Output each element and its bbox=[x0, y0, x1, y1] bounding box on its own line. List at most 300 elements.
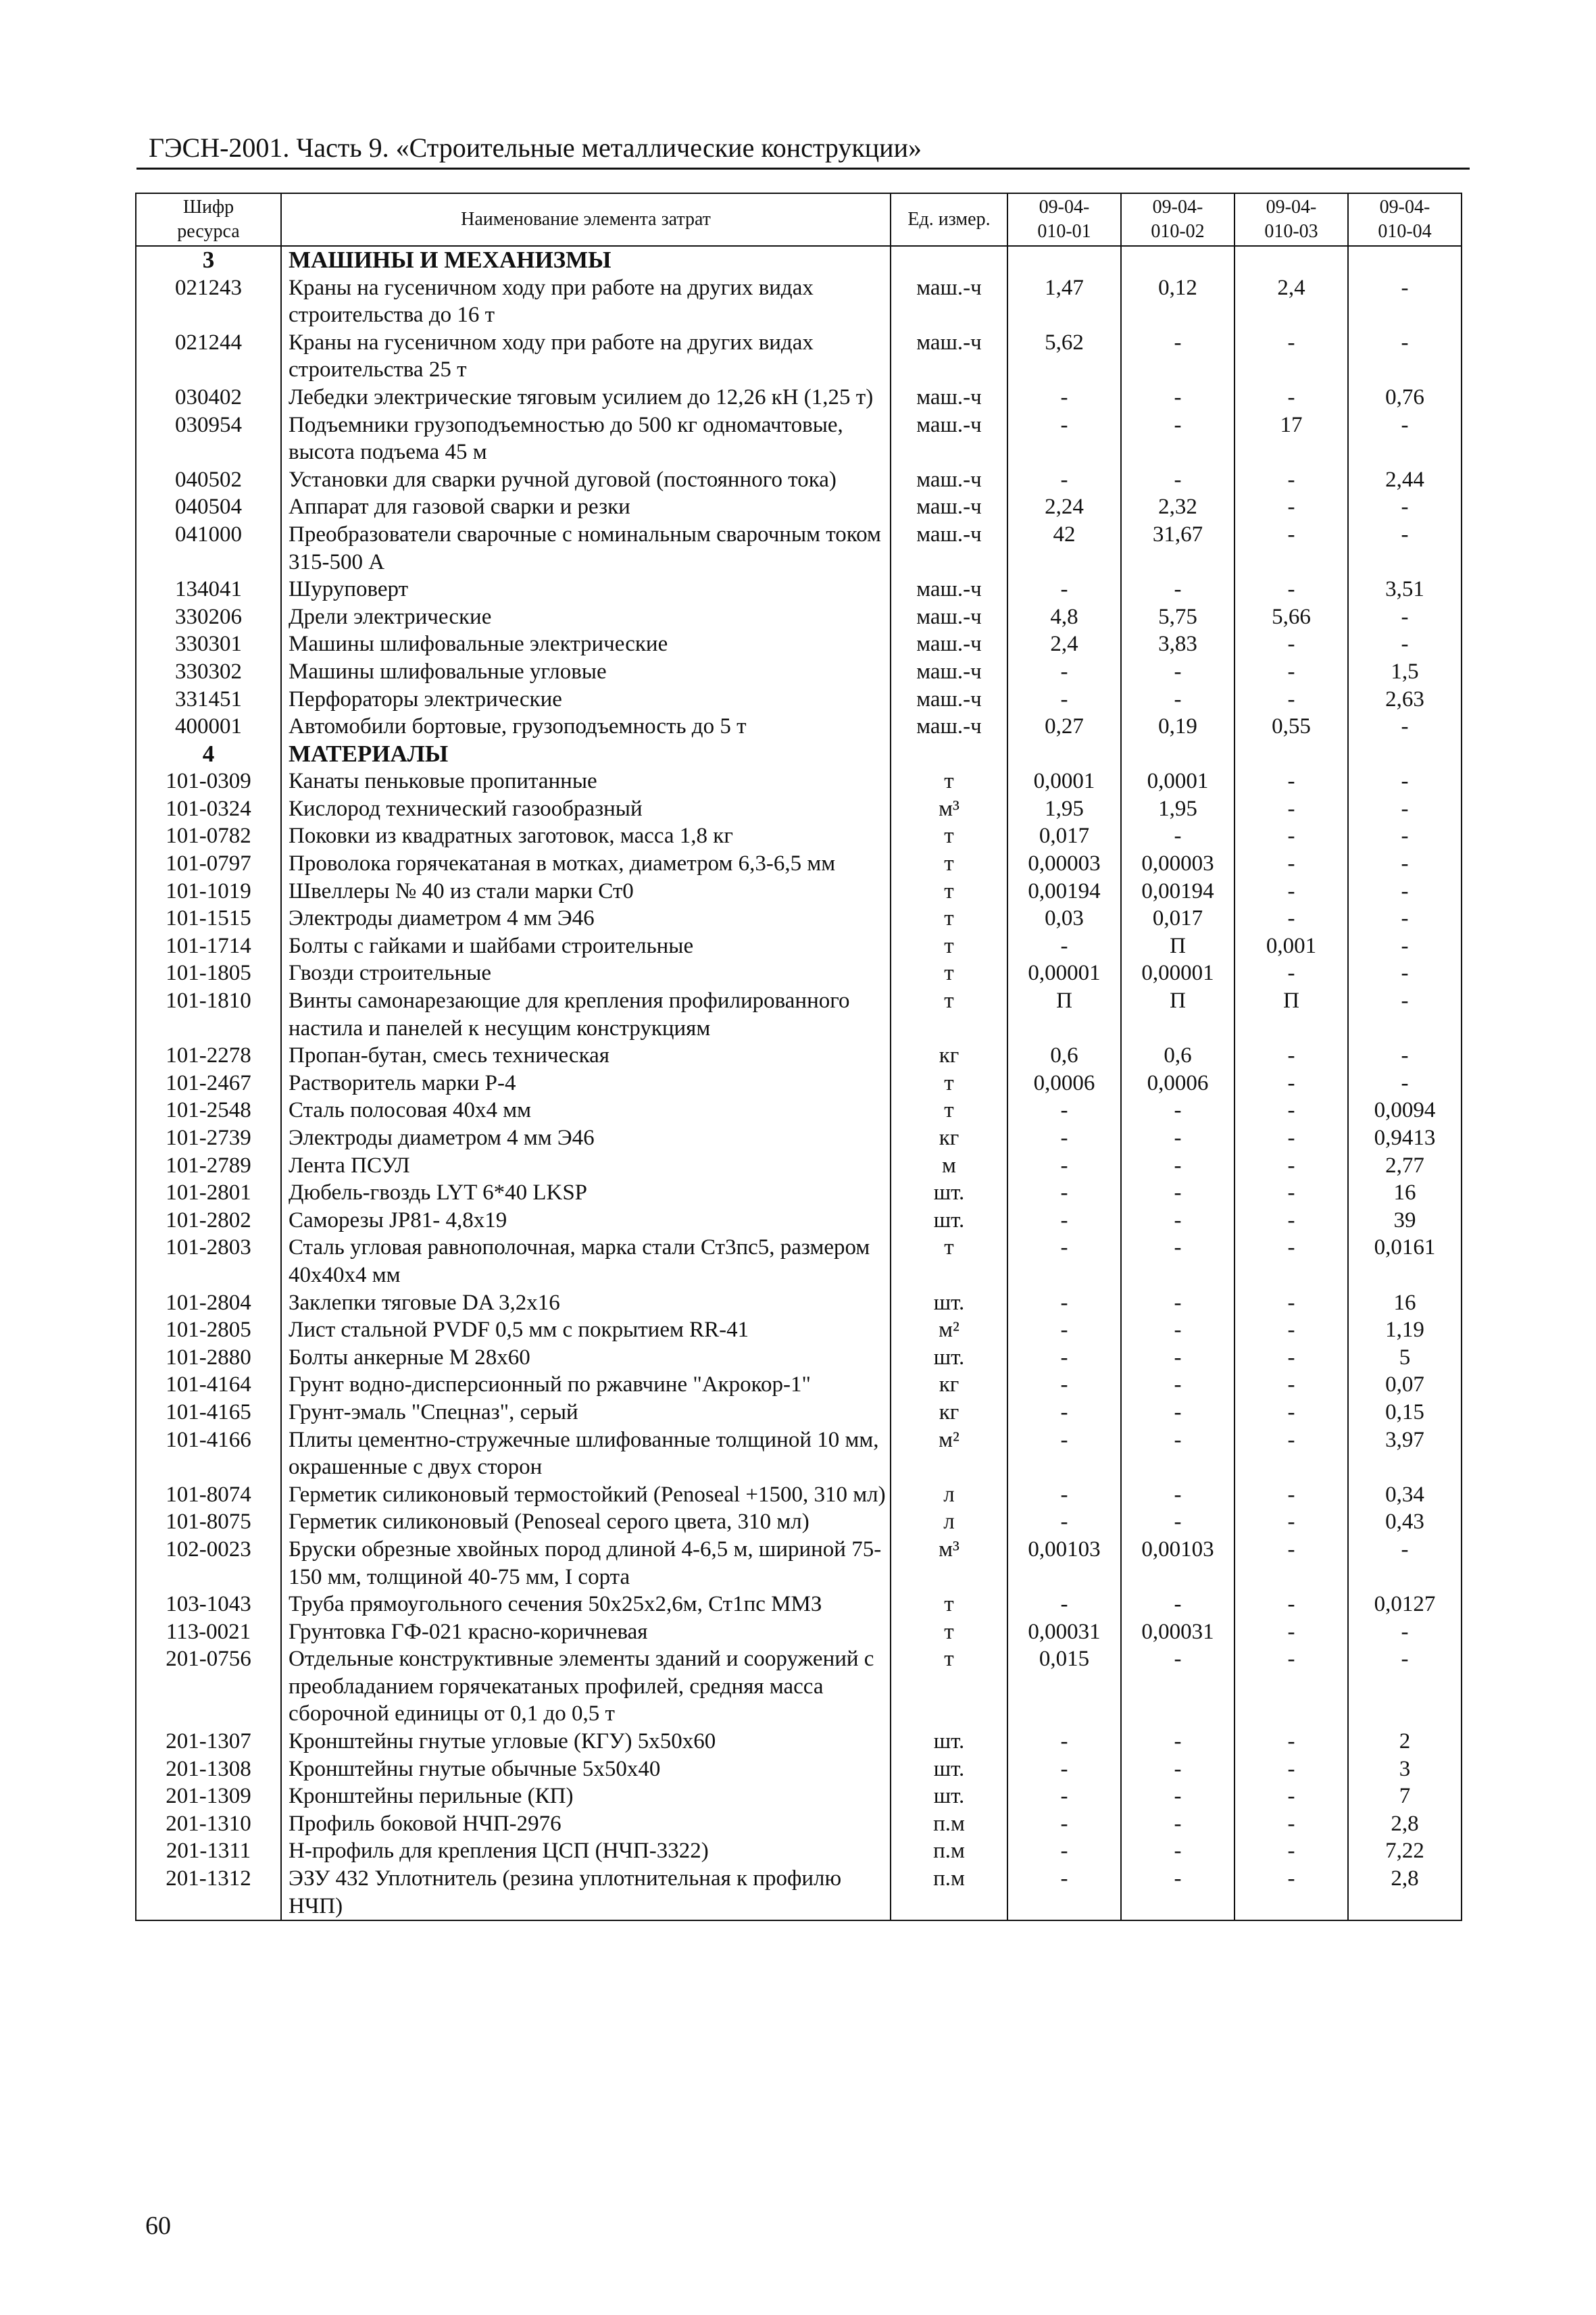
resource-code-cell: 201-1312 bbox=[136, 1865, 281, 1920]
value-010-04-cell: 0,15 bbox=[1348, 1399, 1462, 1426]
resource-name-cell: Установки для сварки ручной дуговой (постоянного тока) bbox=[281, 466, 891, 494]
column-header-unit: Ед. измер. bbox=[891, 193, 1007, 246]
value-010-01-cell: - bbox=[1007, 1207, 1121, 1235]
value-010-01-cell: - bbox=[1007, 1097, 1121, 1124]
value-010-01-cell: - bbox=[1007, 1152, 1121, 1180]
resource-name-cell: Поковки из квадратных заготовок, масса 1,8 кг bbox=[281, 822, 891, 850]
table-row bbox=[136, 658, 1462, 686]
value-010-01-cell: - bbox=[1007, 1234, 1121, 1289]
resource-name-cell: Труба прямоугольного сечения 50х25х2,6м, Ст1пс ММЗ bbox=[281, 1591, 891, 1618]
value-010-01-cell: 2,4 bbox=[1007, 630, 1121, 658]
resource-name-cell: Заклепки тяговые DA 3,2x16 bbox=[281, 1289, 891, 1317]
unit-cell: т bbox=[891, 1645, 1007, 1728]
table-row bbox=[136, 576, 1462, 603]
value-010-02-cell: - bbox=[1121, 1124, 1235, 1152]
value-010-03-cell: - bbox=[1235, 1097, 1348, 1124]
table-row bbox=[136, 1508, 1462, 1536]
value-010-01-cell: 0,00031 bbox=[1007, 1618, 1121, 1646]
resource-name-cell: Краны на гусеничном ходу при работе на других видах строительства до 16 т bbox=[281, 274, 891, 329]
value-010-04-cell: 2,44 bbox=[1348, 466, 1462, 494]
value-010-03-cell: - bbox=[1235, 521, 1348, 576]
table-row bbox=[136, 1618, 1462, 1646]
value-010-01-cell: 1,95 bbox=[1007, 795, 1121, 823]
value-010-04-cell: 0,0094 bbox=[1348, 1097, 1462, 1124]
resource-code-cell: 101-1019 bbox=[136, 878, 281, 905]
resource-code-cell: 101-1810 bbox=[136, 987, 281, 1042]
value-010-02-cell: - bbox=[1121, 1207, 1235, 1235]
value-010-04-cell: - bbox=[1348, 850, 1462, 878]
value-010-02-cell: - bbox=[1121, 1316, 1235, 1344]
value-010-04-cell: - bbox=[1348, 795, 1462, 823]
value-010-03-cell: - bbox=[1235, 1865, 1348, 1920]
unit-cell: маш.-ч bbox=[891, 384, 1007, 412]
resource-code-cell: 330301 bbox=[136, 630, 281, 658]
table-row bbox=[136, 1728, 1462, 1756]
resource-name-cell: Саморезы JP81- 4,8x19 bbox=[281, 1207, 891, 1235]
resource-name-cell: Плиты цементно-стружечные шлифованные толщиной 10 мм, окрашенные с двух сторон bbox=[281, 1426, 891, 1481]
value-010-04-cell: - bbox=[1348, 878, 1462, 905]
unit-cell: маш.-ч bbox=[891, 713, 1007, 741]
resource-code-cell: 101-0782 bbox=[136, 822, 281, 850]
value-010-03-cell: 2,4 bbox=[1235, 274, 1348, 329]
value-010-02-cell: - bbox=[1121, 1645, 1235, 1728]
value-010-02-cell: - bbox=[1121, 1179, 1235, 1207]
table-row bbox=[136, 493, 1462, 521]
value-010-01-cell: - bbox=[1007, 1508, 1121, 1536]
resource-code-cell: 021243 bbox=[136, 274, 281, 329]
value-010-01-cell: - bbox=[1007, 412, 1121, 466]
value-010-02-cell: 0,017 bbox=[1121, 905, 1235, 932]
unit-cell: м² bbox=[891, 1316, 1007, 1344]
value-010-01-cell: - bbox=[1007, 1865, 1121, 1920]
resource-code-cell: 101-0797 bbox=[136, 850, 281, 878]
value-010-02-cell: - bbox=[1121, 1591, 1235, 1618]
resource-code-cell: 101-2801 bbox=[136, 1179, 281, 1207]
resource-code-cell: 134041 bbox=[136, 576, 281, 603]
resource-code-cell: 201-1307 bbox=[136, 1728, 281, 1756]
resource-code-cell: 021244 bbox=[136, 329, 281, 384]
value-010-01-cell: 0,00194 bbox=[1007, 878, 1121, 905]
resource-name-cell: Отдельные конструктивные элементы зданий и сооружений с преобладанием горячекатаных профилей, средняя масса сборочной единицы от 0,1 до 0,5 т bbox=[281, 1645, 891, 1728]
empty-cell bbox=[891, 741, 1007, 768]
table-row bbox=[136, 466, 1462, 494]
table-row bbox=[136, 1591, 1462, 1618]
value-010-02-cell: - bbox=[1121, 1399, 1235, 1426]
value-010-02-cell: 0,0006 bbox=[1121, 1070, 1235, 1097]
value-010-02-cell: - bbox=[1121, 1508, 1235, 1536]
unit-cell: п.м bbox=[891, 1810, 1007, 1838]
value-010-02-cell: - bbox=[1121, 412, 1235, 466]
value-010-04-cell: 2,63 bbox=[1348, 686, 1462, 714]
value-010-02-cell: 0,00194 bbox=[1121, 878, 1235, 905]
section-row bbox=[136, 741, 1462, 768]
resource-name-cell: Грунт водно-дисперсионный по ржавчине "Акрокор-1" bbox=[281, 1371, 891, 1399]
value-010-04-cell: 0,9413 bbox=[1348, 1124, 1462, 1152]
resource-name-cell: Винты самонарезающие для крепления профилированного настила и панелей к несущим конструкциям bbox=[281, 987, 891, 1042]
resource-code-cell: 201-0756 bbox=[136, 1645, 281, 1728]
section-number: 4 bbox=[136, 741, 281, 768]
resource-name-cell: Грунт-эмаль "Спецназ", серый bbox=[281, 1399, 891, 1426]
empty-cell bbox=[1007, 246, 1121, 274]
page-header bbox=[136, 128, 1470, 170]
value-010-02-cell: 1,95 bbox=[1121, 795, 1235, 823]
value-010-02-cell: - bbox=[1121, 1371, 1235, 1399]
value-010-03-cell: - bbox=[1235, 466, 1348, 494]
unit-cell: маш.-ч bbox=[891, 658, 1007, 686]
value-010-01-cell: - bbox=[1007, 1481, 1121, 1509]
resource-name-cell: Перфораторы электрические bbox=[281, 686, 891, 714]
value-010-04-cell: 3,51 bbox=[1348, 576, 1462, 603]
value-010-01-cell: - bbox=[1007, 658, 1121, 686]
value-010-02-cell: 0,19 bbox=[1121, 713, 1235, 741]
resource-name-cell: Лебедки электрические тяговым усилием до 12,26 кН (1,25 т) bbox=[281, 384, 891, 412]
unit-cell: т bbox=[891, 1618, 1007, 1646]
resource-code-cell: 101-2802 bbox=[136, 1207, 281, 1235]
section-title: МАШИНЫ И МЕХАНИЗМЫ bbox=[281, 246, 891, 274]
table-row bbox=[136, 1371, 1462, 1399]
value-010-04-cell: - bbox=[1348, 1645, 1462, 1728]
value-010-03-cell: - bbox=[1235, 493, 1348, 521]
empty-cell bbox=[1121, 246, 1235, 274]
resource-code-cell: 030402 bbox=[136, 384, 281, 412]
resource-name-cell: Подъемники грузоподъемностью до 500 кг одномачтовые, высота подъема 45 м bbox=[281, 412, 891, 466]
value-010-01-cell: 0,015 bbox=[1007, 1645, 1121, 1728]
resource-code-cell: 040504 bbox=[136, 493, 281, 521]
value-010-02-cell: - bbox=[1121, 686, 1235, 714]
header-row bbox=[136, 193, 1462, 246]
value-010-04-cell: 2,77 bbox=[1348, 1152, 1462, 1180]
table-row bbox=[136, 1783, 1462, 1810]
table-header bbox=[136, 193, 1462, 246]
value-010-02-cell: 0,00031 bbox=[1121, 1618, 1235, 1646]
value-010-03-cell: - bbox=[1235, 384, 1348, 412]
resource-name-cell: Лист стальной PVDF 0,5 мм с покрытием RR-41 bbox=[281, 1316, 891, 1344]
table-row bbox=[136, 630, 1462, 658]
table-row bbox=[136, 1070, 1462, 1097]
value-010-04-cell: 3,97 bbox=[1348, 1426, 1462, 1481]
value-010-02-cell: - bbox=[1121, 1152, 1235, 1180]
unit-cell: маш.-ч bbox=[891, 493, 1007, 521]
empty-cell bbox=[1121, 741, 1235, 768]
table-row bbox=[136, 1042, 1462, 1070]
value-010-02-cell: 0,00003 bbox=[1121, 850, 1235, 878]
resource-code-cell: 101-4164 bbox=[136, 1371, 281, 1399]
resource-name-cell: Кислород технический газообразный bbox=[281, 795, 891, 823]
table-row bbox=[136, 1097, 1462, 1124]
resource-name-cell: Болты анкерные М 28х60 bbox=[281, 1344, 891, 1372]
resource-code-cell: 330206 bbox=[136, 603, 281, 631]
resource-code-cell: 101-1515 bbox=[136, 905, 281, 932]
resource-name-cell: Краны на гусеничном ходу при работе на других видах строительства 25 т bbox=[281, 329, 891, 384]
unit-cell: маш.-ч bbox=[891, 329, 1007, 384]
unit-cell: кг bbox=[891, 1399, 1007, 1426]
unit-cell: п.м bbox=[891, 1837, 1007, 1865]
value-010-04-cell: - bbox=[1348, 329, 1462, 384]
unit-cell: л bbox=[891, 1508, 1007, 1536]
value-010-04-cell: - bbox=[1348, 630, 1462, 658]
table-row bbox=[136, 521, 1462, 576]
value-010-02-cell: 0,00001 bbox=[1121, 960, 1235, 987]
value-010-01-cell: 0,00103 bbox=[1007, 1536, 1121, 1591]
empty-cell bbox=[891, 246, 1007, 274]
unit-cell: т bbox=[891, 987, 1007, 1042]
value-010-02-cell: П bbox=[1121, 987, 1235, 1042]
resource-name-cell: Пропан-бутан, смесь техническая bbox=[281, 1042, 891, 1070]
resource-name-cell: Машины шлифовальные электрические bbox=[281, 630, 891, 658]
value-010-03-cell: - bbox=[1235, 576, 1348, 603]
unit-cell: м³ bbox=[891, 795, 1007, 823]
table-row bbox=[136, 686, 1462, 714]
unit-cell: шт. bbox=[891, 1783, 1007, 1810]
resource-name-cell: Профиль боковой НЧП-2976 bbox=[281, 1810, 891, 1838]
value-010-04-cell: - bbox=[1348, 493, 1462, 521]
column-header-010-03: 09-04- 010-03 bbox=[1235, 193, 1348, 246]
value-010-04-cell: 0,07 bbox=[1348, 1371, 1462, 1399]
value-010-04-cell: 7 bbox=[1348, 1783, 1462, 1810]
value-010-01-cell: - bbox=[1007, 932, 1121, 960]
unit-cell: т bbox=[891, 822, 1007, 850]
table-row bbox=[136, 1399, 1462, 1426]
value-010-04-cell: 5 bbox=[1348, 1344, 1462, 1372]
table-row bbox=[136, 768, 1462, 795]
table-row bbox=[136, 412, 1462, 466]
unit-cell: м³ bbox=[891, 1536, 1007, 1591]
resource-name-cell: Аппарат для газовой сварки и резки bbox=[281, 493, 891, 521]
resource-name-cell: Швеллеры № 40 из стали марки Ст0 bbox=[281, 878, 891, 905]
value-010-02-cell: 3,83 bbox=[1121, 630, 1235, 658]
value-010-04-cell: - bbox=[1348, 932, 1462, 960]
value-010-02-cell: - bbox=[1121, 384, 1235, 412]
resource-name-cell: ЭЗУ 432 Уплотнитель (резина уплотнительная к профилю НЧП) bbox=[281, 1865, 891, 1920]
table-row bbox=[136, 1152, 1462, 1180]
value-010-03-cell: 0,55 bbox=[1235, 713, 1348, 741]
value-010-03-cell: 0,001 bbox=[1235, 932, 1348, 960]
table-row bbox=[136, 384, 1462, 412]
value-010-02-cell: - bbox=[1121, 1481, 1235, 1509]
table-row bbox=[136, 1124, 1462, 1152]
resource-code-cell: 330302 bbox=[136, 658, 281, 686]
resource-code-cell: 101-2739 bbox=[136, 1124, 281, 1152]
resource-code-cell: 201-1311 bbox=[136, 1837, 281, 1865]
value-010-04-cell: 3 bbox=[1348, 1756, 1462, 1783]
resource-name-cell: Кронштейны гнутые угловые (КГУ) 5х50х60 bbox=[281, 1728, 891, 1756]
table-row bbox=[136, 987, 1462, 1042]
value-010-04-cell: 0,0161 bbox=[1348, 1234, 1462, 1289]
value-010-02-cell: - bbox=[1121, 1097, 1235, 1124]
value-010-04-cell: - bbox=[1348, 1042, 1462, 1070]
value-010-01-cell: - bbox=[1007, 1837, 1121, 1865]
value-010-03-cell: - bbox=[1235, 1508, 1348, 1536]
table-row bbox=[136, 1207, 1462, 1235]
value-010-03-cell: - bbox=[1235, 1371, 1348, 1399]
table-row bbox=[136, 329, 1462, 384]
empty-cell bbox=[1348, 741, 1462, 768]
value-010-03-cell: - bbox=[1235, 686, 1348, 714]
value-010-01-cell: - bbox=[1007, 576, 1121, 603]
resource-name-cell: Машины шлифовальные угловые bbox=[281, 658, 891, 686]
resource-name-cell: Канаты пеньковые пропитанные bbox=[281, 768, 891, 795]
resource-code-cell: 101-4165 bbox=[136, 1399, 281, 1426]
resource-name-cell: Растворитель марки Р-4 bbox=[281, 1070, 891, 1097]
table-row bbox=[136, 1426, 1462, 1481]
section-number: 3 bbox=[136, 246, 281, 274]
resource-name-cell: Электроды диаметром 4 мм Э46 bbox=[281, 905, 891, 932]
value-010-01-cell: 0,017 bbox=[1007, 822, 1121, 850]
value-010-04-cell: 2,8 bbox=[1348, 1810, 1462, 1838]
unit-cell: маш.-ч bbox=[891, 466, 1007, 494]
unit-cell: т bbox=[891, 768, 1007, 795]
value-010-04-cell: 0,34 bbox=[1348, 1481, 1462, 1509]
resource-code-cell: 101-2467 bbox=[136, 1070, 281, 1097]
value-010-01-cell: 42 bbox=[1007, 521, 1121, 576]
value-010-01-cell: - bbox=[1007, 1756, 1121, 1783]
empty-cell bbox=[1235, 246, 1348, 274]
value-010-03-cell: - bbox=[1235, 1289, 1348, 1317]
table-row bbox=[136, 1316, 1462, 1344]
unit-cell: шт. bbox=[891, 1728, 1007, 1756]
value-010-02-cell: - bbox=[1121, 1865, 1235, 1920]
resource-name-cell: Лента ПСУЛ bbox=[281, 1152, 891, 1180]
table-row bbox=[136, 905, 1462, 932]
value-010-01-cell: 0,27 bbox=[1007, 713, 1121, 741]
resource-code-cell: 113-0021 bbox=[136, 1618, 281, 1646]
value-010-04-cell: 2,8 bbox=[1348, 1865, 1462, 1920]
value-010-01-cell: 0,0001 bbox=[1007, 768, 1121, 795]
resource-code-cell: 101-8075 bbox=[136, 1508, 281, 1536]
value-010-03-cell: - bbox=[1235, 1618, 1348, 1646]
value-010-03-cell: - bbox=[1235, 1728, 1348, 1756]
resource-code-cell: 101-4166 bbox=[136, 1426, 281, 1481]
table-row bbox=[136, 960, 1462, 987]
value-010-01-cell: - bbox=[1007, 1316, 1121, 1344]
resource-name-cell: Герметик силиконовый термостойкий (Penoseal +1500, 310 мл) bbox=[281, 1481, 891, 1509]
value-010-02-cell: - bbox=[1121, 1728, 1235, 1756]
value-010-04-cell: 0,43 bbox=[1348, 1508, 1462, 1536]
value-010-04-cell: 0,0127 bbox=[1348, 1591, 1462, 1618]
resource-table bbox=[135, 193, 1462, 1921]
resource-name-cell: Шуруповерт bbox=[281, 576, 891, 603]
value-010-03-cell: - bbox=[1235, 1810, 1348, 1838]
resource-code-cell: 101-0309 bbox=[136, 768, 281, 795]
value-010-02-cell: 0,12 bbox=[1121, 274, 1235, 329]
value-010-04-cell: - bbox=[1348, 1070, 1462, 1097]
value-010-04-cell: - bbox=[1348, 521, 1462, 576]
value-010-03-cell: 5,66 bbox=[1235, 603, 1348, 631]
value-010-01-cell: - bbox=[1007, 1399, 1121, 1426]
value-010-02-cell: 0,00103 bbox=[1121, 1536, 1235, 1591]
value-010-01-cell: 1,47 bbox=[1007, 274, 1121, 329]
unit-cell: шт. bbox=[891, 1179, 1007, 1207]
value-010-04-cell: - bbox=[1348, 412, 1462, 466]
value-010-04-cell: - bbox=[1348, 1618, 1462, 1646]
value-010-02-cell: - bbox=[1121, 1426, 1235, 1481]
value-010-03-cell: 17 bbox=[1235, 412, 1348, 466]
resource-code-cell: 101-2789 bbox=[136, 1152, 281, 1180]
unit-cell: шт. bbox=[891, 1344, 1007, 1372]
value-010-03-cell: - bbox=[1235, 630, 1348, 658]
value-010-03-cell: - bbox=[1235, 1070, 1348, 1097]
value-010-03-cell: - bbox=[1235, 1234, 1348, 1289]
value-010-02-cell: - bbox=[1121, 1837, 1235, 1865]
value-010-04-cell: 2 bbox=[1348, 1728, 1462, 1756]
resource-name-cell: Автомобили бортовые, грузоподъемность до 5 т bbox=[281, 713, 891, 741]
value-010-03-cell: - bbox=[1235, 1837, 1348, 1865]
value-010-01-cell: 0,03 bbox=[1007, 905, 1121, 932]
value-010-04-cell: - bbox=[1348, 960, 1462, 987]
value-010-03-cell: - bbox=[1235, 1152, 1348, 1180]
resource-name-cell: Герметик силиконовый (Penoseal серого цвета, 310 мл) bbox=[281, 1508, 891, 1536]
resource-code-cell: 030954 bbox=[136, 412, 281, 466]
value-010-01-cell: - bbox=[1007, 466, 1121, 494]
value-010-01-cell: - bbox=[1007, 1810, 1121, 1838]
value-010-03-cell: - bbox=[1235, 1207, 1348, 1235]
header-title: ГЭСН-2001. Часть 9. «Строительные металлические конструкции» bbox=[149, 132, 922, 163]
table-row bbox=[136, 878, 1462, 905]
value-010-04-cell: - bbox=[1348, 603, 1462, 631]
unit-cell: маш.-ч bbox=[891, 274, 1007, 329]
value-010-02-cell: 0,0001 bbox=[1121, 768, 1235, 795]
value-010-03-cell: - bbox=[1235, 329, 1348, 384]
table-row bbox=[136, 795, 1462, 823]
value-010-02-cell: 5,75 bbox=[1121, 603, 1235, 631]
value-010-03-cell: - bbox=[1235, 1124, 1348, 1152]
value-010-01-cell: - bbox=[1007, 686, 1121, 714]
section-title: МАТЕРИАЛЫ bbox=[281, 741, 891, 768]
unit-cell: маш.-ч bbox=[891, 630, 1007, 658]
unit-cell: м² bbox=[891, 1426, 1007, 1481]
value-010-02-cell: - bbox=[1121, 1344, 1235, 1372]
value-010-03-cell: - bbox=[1235, 878, 1348, 905]
value-010-01-cell: - bbox=[1007, 1728, 1121, 1756]
unit-cell: шт. bbox=[891, 1289, 1007, 1317]
unit-cell: маш.-ч bbox=[891, 576, 1007, 603]
value-010-01-cell: П bbox=[1007, 987, 1121, 1042]
value-010-02-cell: - bbox=[1121, 1783, 1235, 1810]
table-row bbox=[136, 1645, 1462, 1728]
value-010-03-cell: - bbox=[1235, 1756, 1348, 1783]
resource-name-cell: Н-профиль для крепления ЦСП (НЧП-3322) bbox=[281, 1837, 891, 1865]
section-row bbox=[136, 246, 1462, 274]
value-010-03-cell: - bbox=[1235, 850, 1348, 878]
resource-name-cell: Сталь угловая равнополочная, марка стали Ст3пс5, размером 40х40х4 мм bbox=[281, 1234, 891, 1289]
value-010-03-cell: - bbox=[1235, 658, 1348, 686]
resource-name-cell: Бруски обрезные хвойных пород длиной 4-6,5 м, шириной 75-150 мм, толщиной 40-75 мм, I сорта bbox=[281, 1536, 891, 1591]
value-010-03-cell: - bbox=[1235, 1179, 1348, 1207]
value-010-02-cell: - bbox=[1121, 329, 1235, 384]
column-header-code: Шифр ресурса bbox=[136, 193, 281, 246]
resource-code-cell: 201-1308 bbox=[136, 1756, 281, 1783]
unit-cell: маш.-ч bbox=[891, 686, 1007, 714]
table-row bbox=[136, 274, 1462, 329]
column-header-010-04: 09-04- 010-04 bbox=[1348, 193, 1462, 246]
value-010-02-cell: - bbox=[1121, 1756, 1235, 1783]
resource-code-cell: 040502 bbox=[136, 466, 281, 494]
resource-code-cell: 101-2548 bbox=[136, 1097, 281, 1124]
value-010-04-cell: - bbox=[1348, 713, 1462, 741]
value-010-01-cell: - bbox=[1007, 1591, 1121, 1618]
value-010-01-cell: - bbox=[1007, 1344, 1121, 1372]
value-010-03-cell: - bbox=[1235, 768, 1348, 795]
value-010-01-cell: - bbox=[1007, 384, 1121, 412]
value-010-04-cell: 1,19 bbox=[1348, 1316, 1462, 1344]
unit-cell: т bbox=[891, 850, 1007, 878]
table-row bbox=[136, 1536, 1462, 1591]
empty-cell bbox=[1007, 741, 1121, 768]
resource-code-cell: 103-1043 bbox=[136, 1591, 281, 1618]
resource-code-cell: 201-1309 bbox=[136, 1783, 281, 1810]
value-010-01-cell: 0,0006 bbox=[1007, 1070, 1121, 1097]
resource-code-cell: 331451 bbox=[136, 686, 281, 714]
